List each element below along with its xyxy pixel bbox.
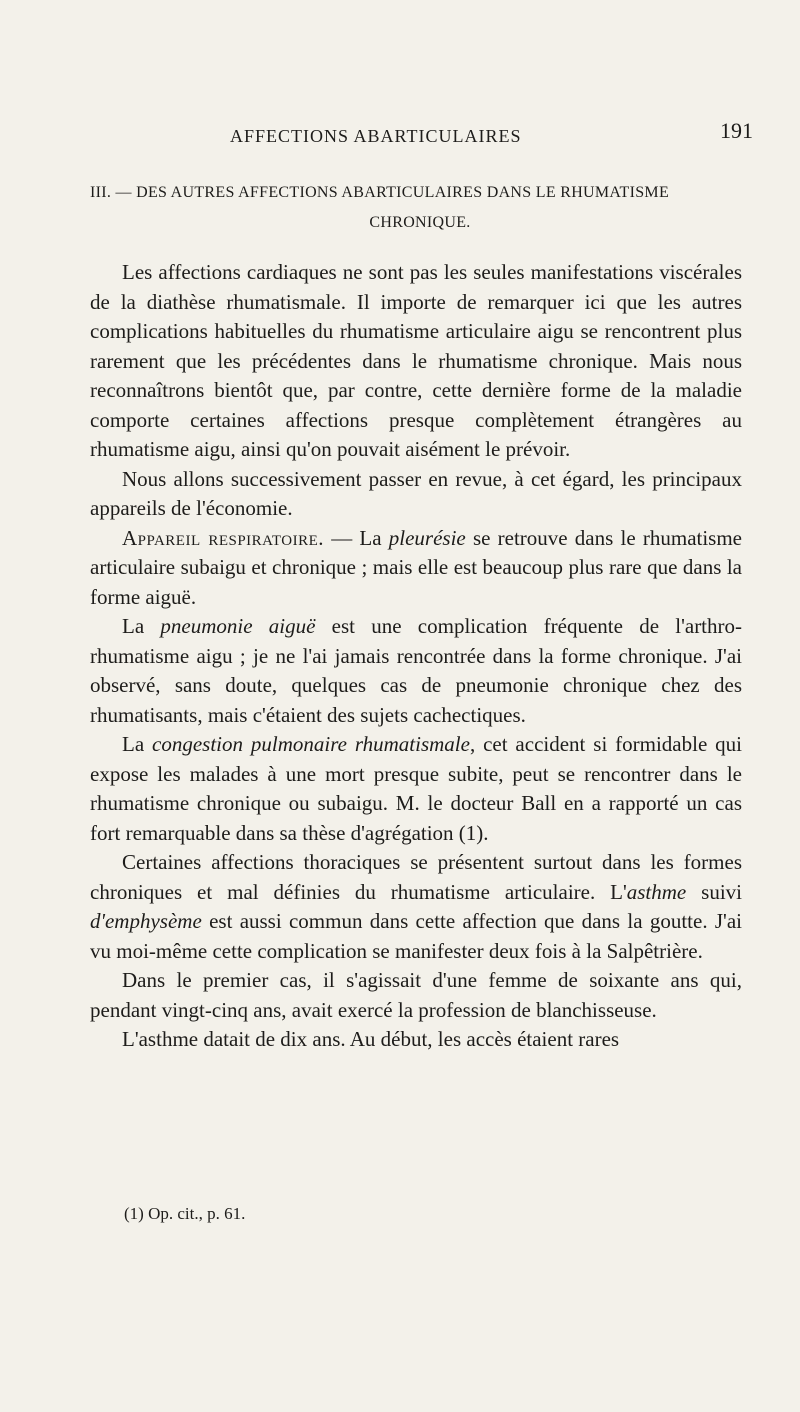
text-span: La	[122, 614, 161, 638]
italic-term: asthme	[626, 879, 687, 904]
text-span: est une complication fréquente de l'arthro-rhumatisme aigu ; je ne l'ai jamais rencontrée dans la forme chronique. J'ai observé, sans doute, quelques cas de pneumonie chronique chez des rhumatisants, mais c'étaient des sujets cachectiques.	[90, 614, 743, 727]
text-span: Certaines affections thoraciques se présentent surtout dans les formes chroniques et mal définies du rhumatisme articulaire. L'	[90, 850, 742, 904]
section-heading-line-2: CHRONIQUE.	[369, 214, 471, 231]
section-heading-line-1: III. — DES AUTRES AFFECTIONS ABARTICULAIRES DANS LE RHUMATISME	[90, 184, 670, 201]
text-span: suivi	[686, 879, 742, 904]
text-span: La	[122, 732, 153, 756]
text-span: est aussi commun dans cette affection que dans la goutte. J'ai vu moi-même cette complication se manifester deux fois à la Salpêtrière.	[90, 909, 742, 963]
subsection-heading: Appareil respiratoire.	[122, 525, 324, 550]
italic-term: congestion pulmonaire rhumatismale	[152, 732, 470, 756]
paragraph: L'asthme datait de dix ans. Au début, les accès étaient rares	[122, 1027, 620, 1051]
paragraph: Les affections cardiaques ne sont pas les seules manifestations viscérales de la diathèse rhumatismale. Il importe de remarquer ici que les autres complications habituelles du rhumatisme articulaire aigu se rencontrent plus rarement que les précédentes dans le rhumatisme chronique. Mais nous reconnaîtrons bientôt que, par contre, cette dernière forme de la maladie comporte certaines affections presque complètement étrangères au rhumatisme aigu, ainsi qu'on pouvait aisément le prévoir.	[90, 260, 742, 461]
paragraph	[90, 612, 742, 730]
page-number: 191	[720, 118, 753, 143]
text-span: — La	[324, 525, 389, 550]
paragraph: Dans le premier cas, il s'agissait d'une femme de soixante ans qui, pendant vingt-cinq ans, avait exercé la profession de blanchisseuse.	[90, 968, 742, 1022]
italic-term: pneumonie aiguë	[160, 614, 316, 638]
paragraph	[90, 730, 742, 848]
paragraph: Nous allons successivement passer en revue, à cet égard, les principaux appareils de l'économie.	[90, 466, 742, 520]
italic-term: pleurésie	[388, 525, 466, 550]
paragraph	[90, 524, 742, 613]
body-text	[90, 258, 742, 1055]
section-heading	[90, 178, 750, 238]
italic-term: d'emphysème	[90, 909, 202, 933]
text-span: , cet accident si formidable qui expose les malades à une mort presque subite, peut se rencontrer dans le rhumatisme chronique ou subaigu. M. le docteur Ball en a rapporté un cas fort remarquable dans sa thèse d'agrégation (1).	[90, 732, 742, 845]
text-span: se retrouve dans le rhumatisme articulaire subaigu et chronique ; mais elle est beaucoup plus rare que dans la forme aiguë.	[90, 525, 743, 609]
running-title: AFFECTIONS ABARTICULAIRES	[230, 126, 522, 146]
paragraph	[90, 848, 742, 966]
footnote: (1) Op. cit., p. 61.	[124, 1204, 246, 1223]
